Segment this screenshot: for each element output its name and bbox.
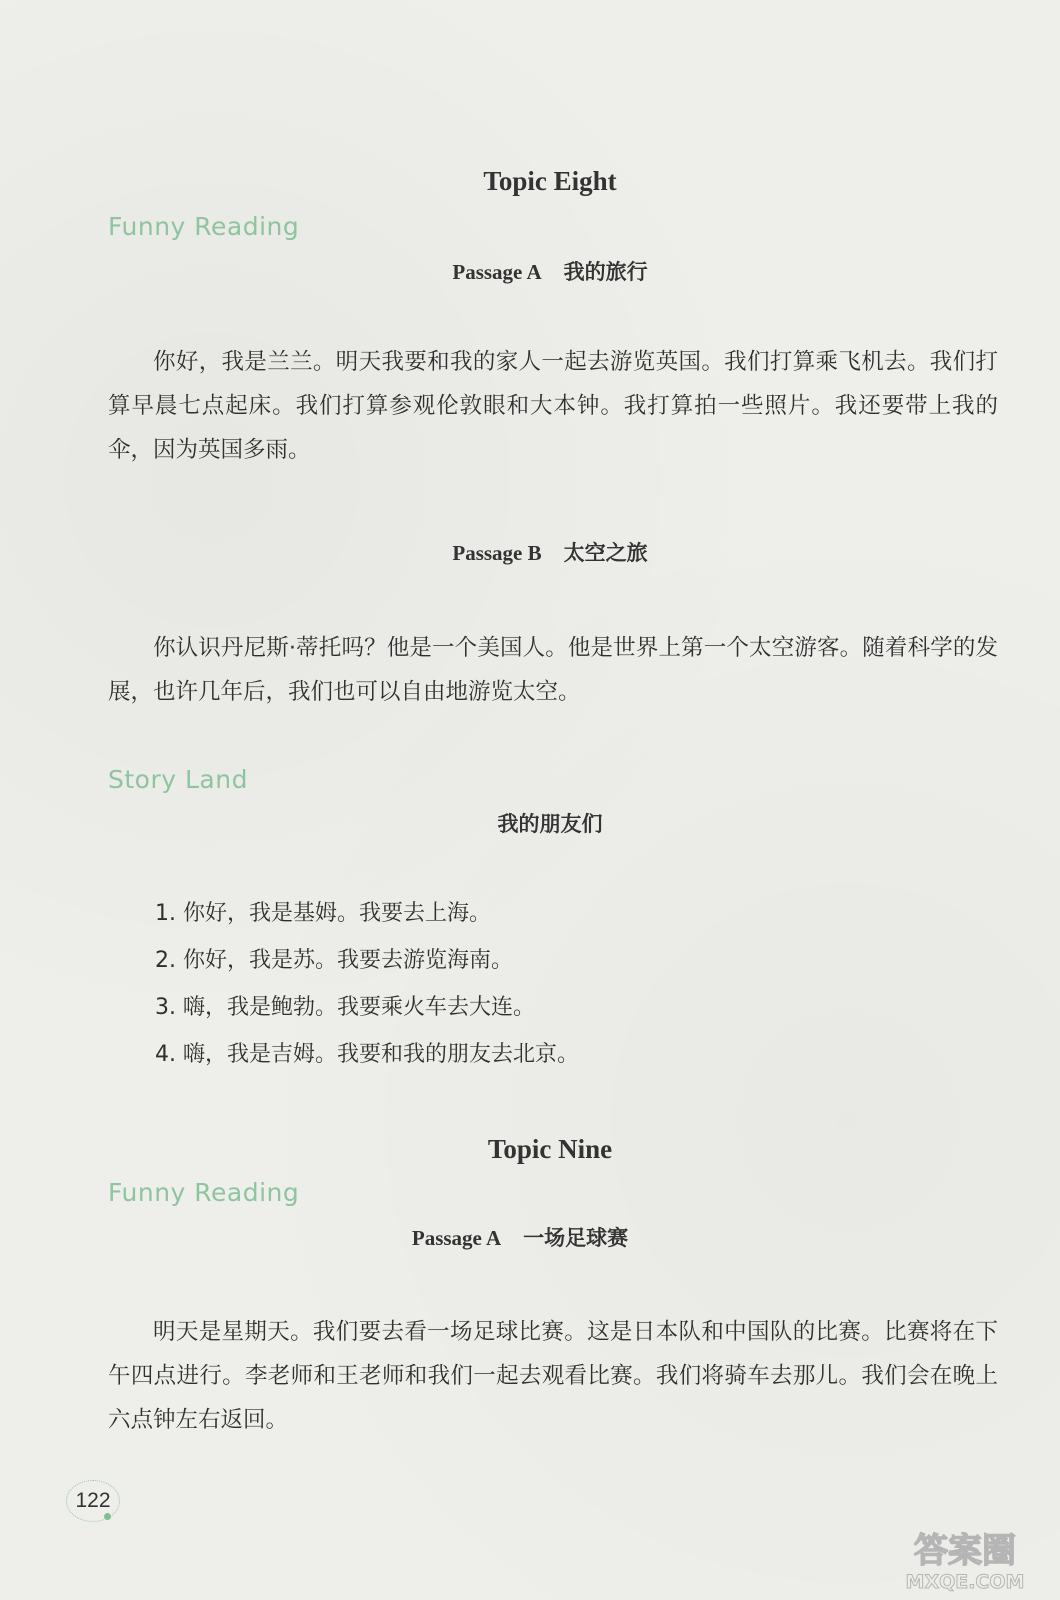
svg-text:答案圈: 答案圈 <box>914 1531 1016 1571</box>
passage-label: Passage A <box>411 1226 502 1250</box>
page-number: 122 <box>66 1480 120 1522</box>
passage-a-title <box>0 1222 1060 1252</box>
topic-nine-title: Topic Nine <box>487 1134 613 1164</box>
svg-text:MXQE.COM: MXQE.COM <box>905 1571 1025 1592</box>
page-number-dot <box>104 1513 111 1520</box>
topic-nine-passage-a-text: 明天是星期天。我们要去看一场足球比赛。这是日本队和中国队的比赛。比赛将在下午四点进行。李老师和王老师和我们一起去观看比赛。我们将骑车去那儿。我们会在晚上六点钟左右返回。 <box>108 1319 998 1433</box>
passage-label: Passage B <box>452 541 542 565</box>
passage-b-title <box>0 537 1060 567</box>
funny-reading-label: Funny Reading <box>108 212 300 241</box>
list-item: 4. 嗨，我是吉姆。我要和我的朋友去北京。 <box>155 1042 579 1067</box>
passage-a-title <box>0 256 1060 286</box>
passage-a-text: 你好，我是兰兰。明天我要和我的家人一起去游览英国。我们打算乘飞机去。我们打算早晨七点起床。我们打算参观伦敦眼和大本钟。我打算拍一些照片。我还要带上我的伞，因为英国多雨。 <box>108 349 998 463</box>
topic-eight-title: Topic Eight <box>483 166 617 196</box>
passage-title-cn: 太空之旅 <box>563 541 648 565</box>
site-watermark-logo <box>880 1528 1050 1592</box>
story-land-label: Story Land <box>108 765 248 794</box>
passage-label: Passage A <box>452 260 542 284</box>
passage-title-cn: 一场足球赛 <box>523 1226 629 1250</box>
funny-reading-label: Funny Reading <box>108 1178 300 1207</box>
list-item: 2. 你好，我是苏。我要去游览海南。 <box>155 948 513 973</box>
list-item: 3. 嗨，我是鲍勃。我要乘火车去大连。 <box>155 995 535 1020</box>
list-item: 1. 你好，我是基姆。我要去上海。 <box>155 901 491 926</box>
passage-title-cn: 我的旅行 <box>563 260 648 284</box>
passage-b-text: 你认识丹尼斯·蒂托吗？他是一个美国人。他是世界上第一个太空游客。随着科学的发展，也许几年后，我们也可以自由地游览太空。 <box>108 635 998 705</box>
story-title: 我的朋友们 <box>497 812 603 836</box>
story-list <box>155 890 579 1078</box>
